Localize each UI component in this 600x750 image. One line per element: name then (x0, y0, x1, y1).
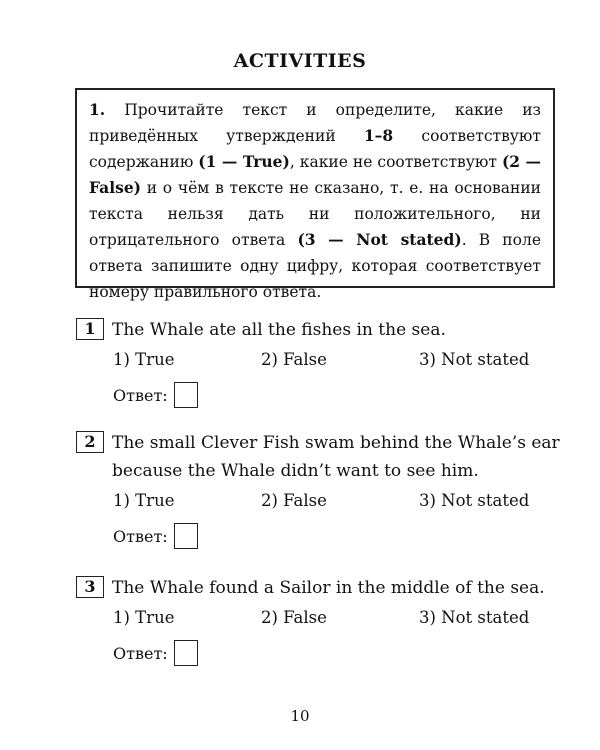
answer-box[interactable] (174, 523, 198, 549)
instruction-text: Прочитайте текст и определите, какие из приведённых утверждений (89, 101, 541, 145)
instruction-not-stated: (3 — Not stated) (297, 230, 462, 249)
answer-row (76, 382, 562, 408)
instruction-box (75, 88, 555, 301)
option-true: 1) True (113, 350, 175, 369)
option-not-stated: 3) Not stated (419, 491, 530, 510)
instruction-range: 1–8 (363, 126, 394, 145)
answer-row (76, 523, 562, 549)
option-false: 2) False (261, 350, 327, 369)
question-2 (76, 429, 562, 549)
answer-box[interactable] (174, 382, 198, 408)
question-number: 1 (76, 318, 104, 340)
options (76, 604, 562, 632)
instruction-false: (2 — False) (89, 152, 542, 197)
question-1 (76, 316, 562, 408)
question-text: The small Clever Fish swam behind the Whale’s ear because the Whale didn’t want to see him. (112, 433, 560, 481)
page-number: 10 (290, 707, 310, 725)
answer-label: Ответ: (113, 526, 168, 546)
page-title: ACTIVITIES (233, 50, 367, 72)
question-3 (76, 574, 562, 666)
question-text: The Whale ate all the fishes in the sea. (112, 320, 446, 340)
options (76, 346, 562, 374)
question-number: 3 (76, 576, 104, 598)
instruction-true: (1 — True) (198, 152, 290, 171)
option-false: 2) False (261, 491, 327, 510)
instruction-number: 1. (89, 100, 106, 119)
option-not-stated: 3) Not stated (419, 350, 530, 369)
answer-label: Ответ: (113, 643, 168, 663)
answer-label: Ответ: (113, 385, 168, 405)
question-number: 2 (76, 431, 104, 453)
answer-box[interactable] (174, 640, 198, 666)
instruction-text: , какие не соответствуют (289, 153, 502, 171)
option-true: 1) True (113, 491, 175, 510)
instruction-text: . В поле ответа запишите одну цифру, которая соответствует номеру правильного ответа. (89, 231, 541, 301)
instruction-text: и о чём в тексте не сказано, т. е. на основании текста нельзя дать ни положительного, ни отрицательного ответа (89, 179, 541, 249)
options (76, 487, 562, 515)
option-not-stated: 3) Not stated (419, 608, 530, 627)
instruction-text: соответствуют содержанию (89, 127, 541, 171)
question-text: The Whale found a Sailor in the middle of the sea. (112, 578, 545, 598)
option-false: 2) False (261, 608, 327, 627)
answer-row (76, 640, 562, 666)
option-true: 1) True (113, 608, 175, 627)
